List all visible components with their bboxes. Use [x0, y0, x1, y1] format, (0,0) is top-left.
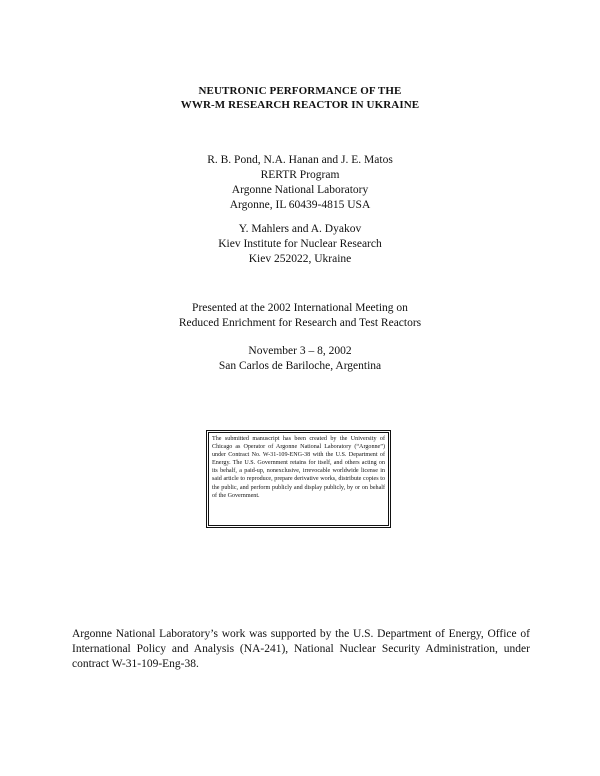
author-block-argonne — [0, 153, 600, 213]
paper-title — [0, 84, 600, 112]
presented-line-2: Reduced Enrichment for Research and Test Reactors — [178, 317, 422, 329]
presented-line-1: Presented at the 2002 International Meeting on — [192, 302, 408, 314]
author-institution: Argonne National Laboratory — [231, 184, 369, 196]
author-names: Y. Mahlers and A. Dyakov — [238, 223, 362, 235]
author-block-kiev — [0, 222, 600, 267]
title-line-2: WWR-M RESEARCH REACTOR IN UKRAINE — [180, 99, 420, 111]
meeting-dates: November 3 – 8, 2002 — [248, 345, 352, 357]
meeting-location: San Carlos de Bariloche, Argentina — [218, 360, 382, 372]
copyright-notice-box: The submitted manuscript has been created by the University of Chicago as Operator of Argonne National Laboratory (“Argonne”) under Contract No. W-31-109-ENG-38 with the U.S. Department of Energy. The U.S. Government retains for itself, and others acting on its behalf, a paid-up, nonexclusive, irrevocable worldwide license in said article to reproduce, prepare derivative works, distribute copies to the public, and perform publicly and display publicly, by or on behalf of the Government. — [208, 432, 389, 526]
title-line-1: NEUTRONIC PERFORMANCE OF THE — [198, 85, 402, 97]
meeting-info — [0, 344, 600, 374]
author-address: Kiev 252022, Ukraine — [248, 253, 352, 265]
author-address: Argonne, IL 60439-4815 USA — [229, 199, 371, 211]
funding-acknowledgement: Argonne National Laboratory’s work was supported by the U.S. Department of Energy, Office of International Policy and Analysis (NA-241), National Nuclear Security Administration, under contract W-31-109-Eng-38. — [72, 628, 530, 670]
author-names: R. B. Pond, N.A. Hanan and J. E. Matos — [207, 154, 393, 166]
author-program: RERTR Program — [260, 169, 340, 181]
author-institution: Kiev Institute for Nuclear Research — [218, 238, 382, 250]
presented-at — [0, 301, 600, 331]
